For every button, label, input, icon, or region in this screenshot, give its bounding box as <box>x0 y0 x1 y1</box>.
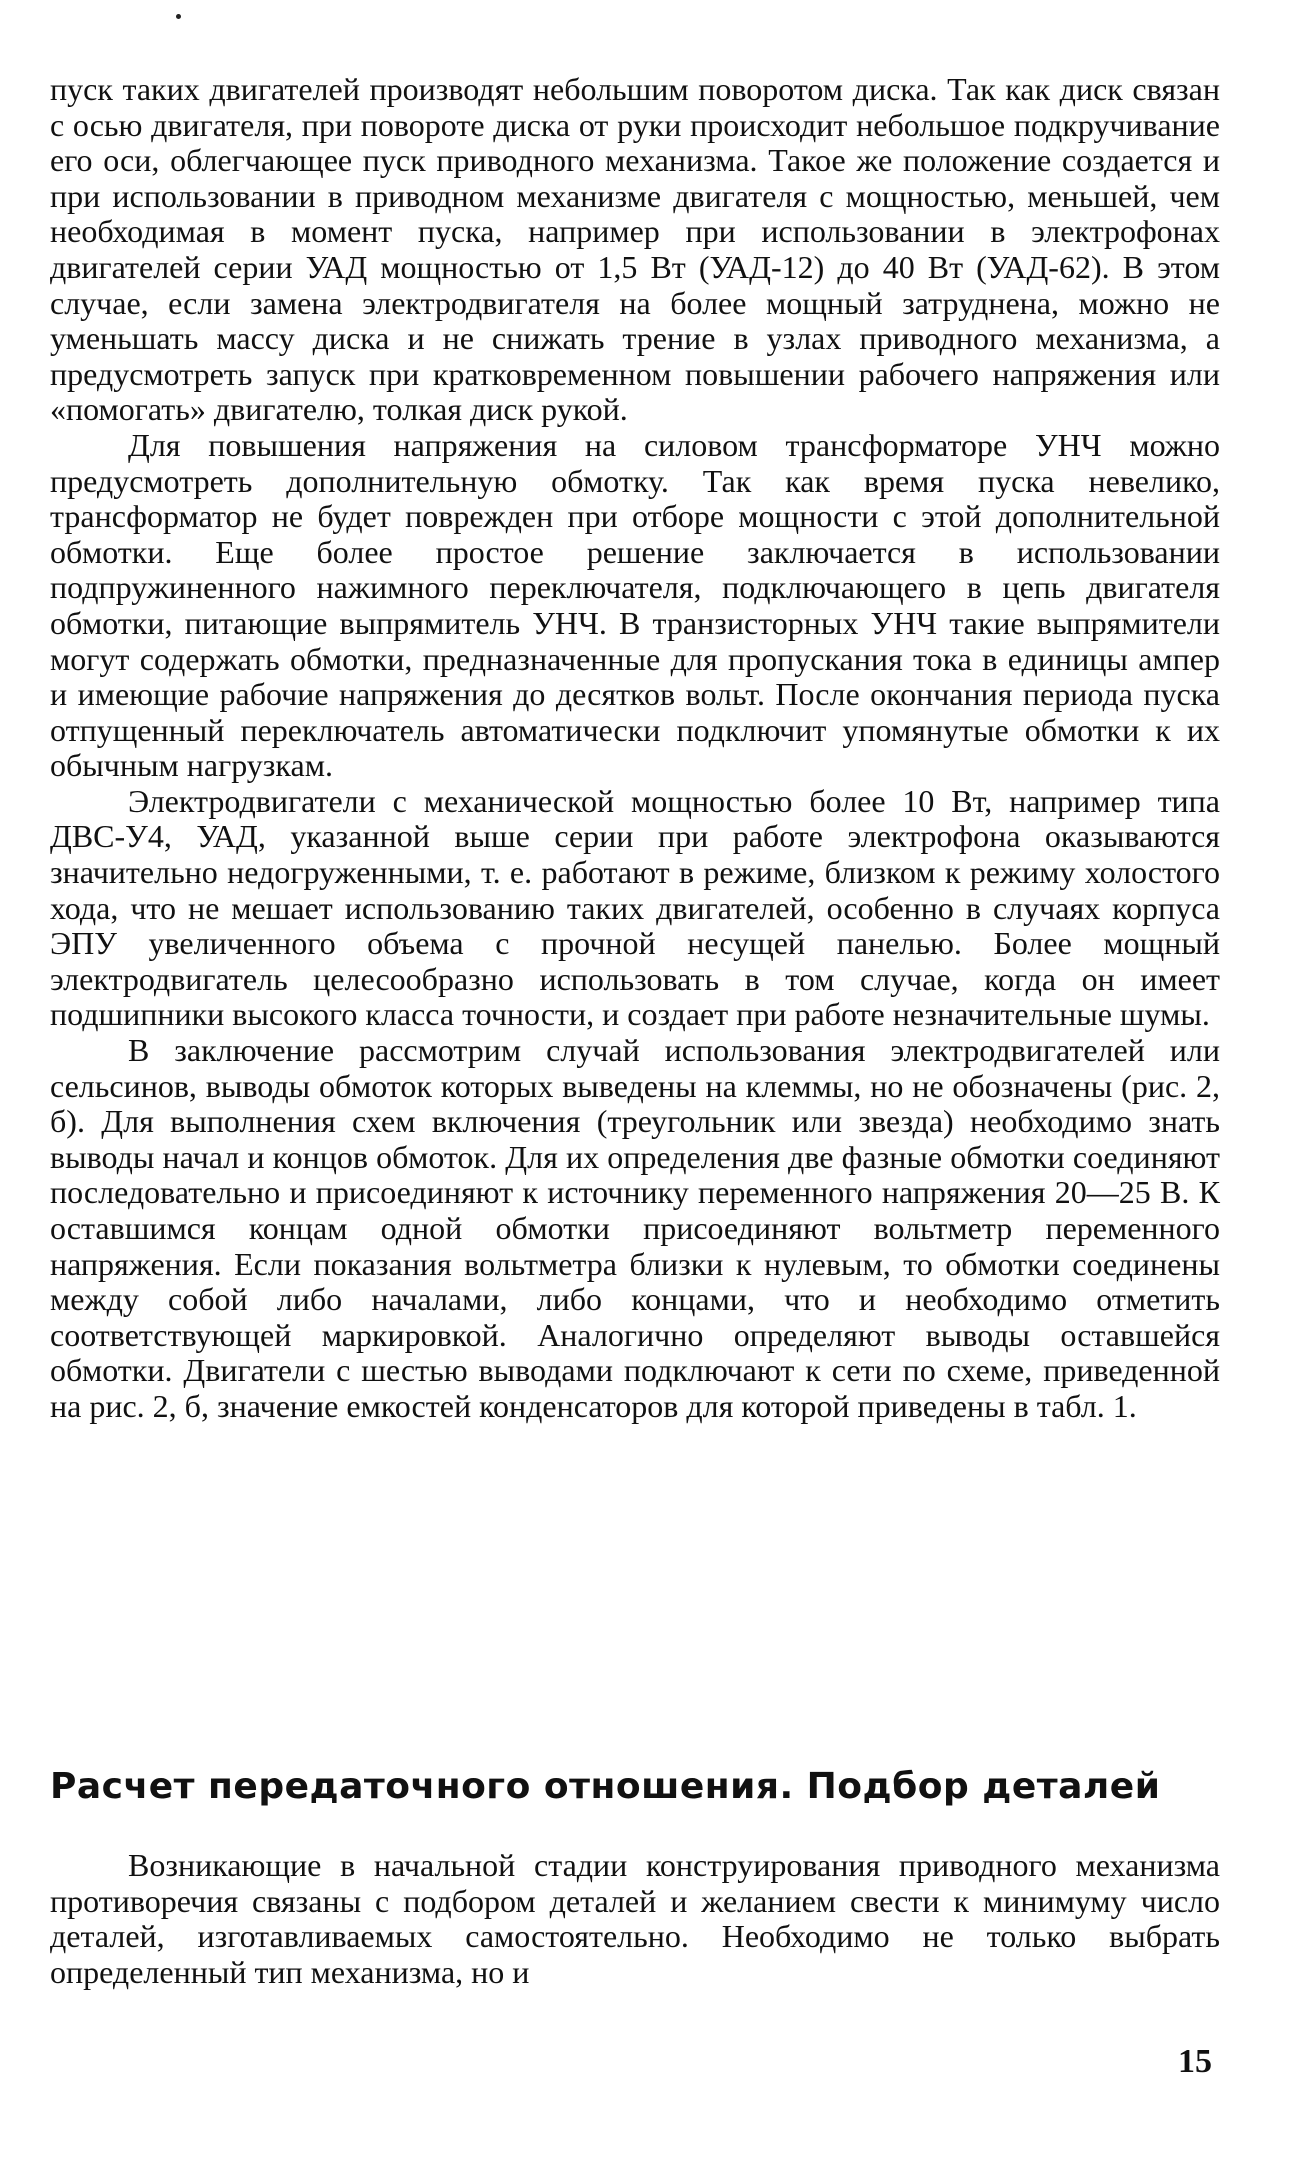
print-speck <box>176 14 181 19</box>
section-first-paragraph: Возникающие в начальной стадии конструирования приводного механизма противоречия связаны с подбором деталей и желанием свести к минимуму число деталей, изготавливаемых самостоятельно. Необходимо не только выбрать определенный тип механизма, но и <box>50 1847 1220 1990</box>
page-number: 15 <box>1178 2043 1212 2080</box>
paragraph-winding-leads: В заключение рассмотрим случай использования электродвигателей или сельсинов, выводы обмоток которых выведены на клеммы, но не обозначены (рис. 2, б). Для выполнения схем включения (треугольник или звезда) необходимо знать выводы начал и концов обмоток. Для их определения две фазные обмотки соединяют последовательно и присоединяют к источнику переменного напряжения 20—25 В. К оставшимся концам одной обмотки присоединяют вольтметр переменного напряжения. Если показания вольтметра близки к нулевым, то обмотки соединены между собой либо началами, либо концами, что и необходимо отметить соответствующей маркировкой. Аналогично определяют выводы оставшейся обмотки. Двигатели с шестью выводами подключают к сети по схеме, приведенной на рис. 2, б, значение емкостей конденсаторов для которой приведены в табл. 1. <box>50 1032 1220 1424</box>
section-heading: Расчет передаточного отношения. Подбор деталей <box>50 1766 1161 1807</box>
paragraph-motor-power: Электродвигатели с механической мощностью более 10 Вт, например типа ДВС-У4, УАД, указанной выше серии при работе электрофона оказываются значительно недогруженными, т. е. работают в режиме, близком к режиму холостого хода, что не мешает использованию таких двигателей, особенно в случаях корпуса ЭПУ увеличенного объема с прочной несущей панелью. Более мощный электродвигатель целесообразно использовать в том случае, когда он имеет подшипники высокого класса точности, и создает при работе незначительные шумы. <box>50 782 1220 1033</box>
paragraph-continuation: пуск таких двигателей производят небольшим поворотом диска. Так как диск связан с осью двигателя, при повороте диска от руки происходит небольшое подкручивание его оси, облегчающее пуск приводного механизма. Такое же положение создается и при использовании в приводном механизме двигателя с мощностью, меньшей, чем необходимая в момент пуска, например при использовании в электрофонах двигателей серии УАД мощностью от 1,5 Вт (УАД-12) до 40 Вт (УАД-62). В этом случае, если замена электродвигателя на более мощный затруднена, можно не уменьшать массу диска и не снижать трение в узлах приводного механизма, а предусмотреть запуск при кратковременном повышении рабочего напряжения или «помогать» двигателю, толкая диск рукой. <box>50 71 1220 428</box>
main-text-block <box>50 72 1220 1425</box>
book-page <box>50 0 1220 2180</box>
paragraph-voltage-boost: Для повышения напряжения на силовом трансформаторе УНЧ можно предусмотреть дополнительную обмотку. Так как время пуска невелико, трансформатор не будет поврежден при отборе мощности с этой дополнительной обмотки. Еще более простое решение заключается в использовании подпружиненного нажимного переключателя, подключающего в цепь двигателя обмотки, питающие выпрямитель УНЧ. В транзисторных УНЧ такие выпрямители могут содержать обмотки, предназначенные для пропускания тока в единицы ампер и имеющие рабочие напряжения до десятков вольт. После окончания периода пуска отпущенный переключатель автоматически подключит упомянутые обмотки к их обычным нагрузкам. <box>50 426 1220 784</box>
